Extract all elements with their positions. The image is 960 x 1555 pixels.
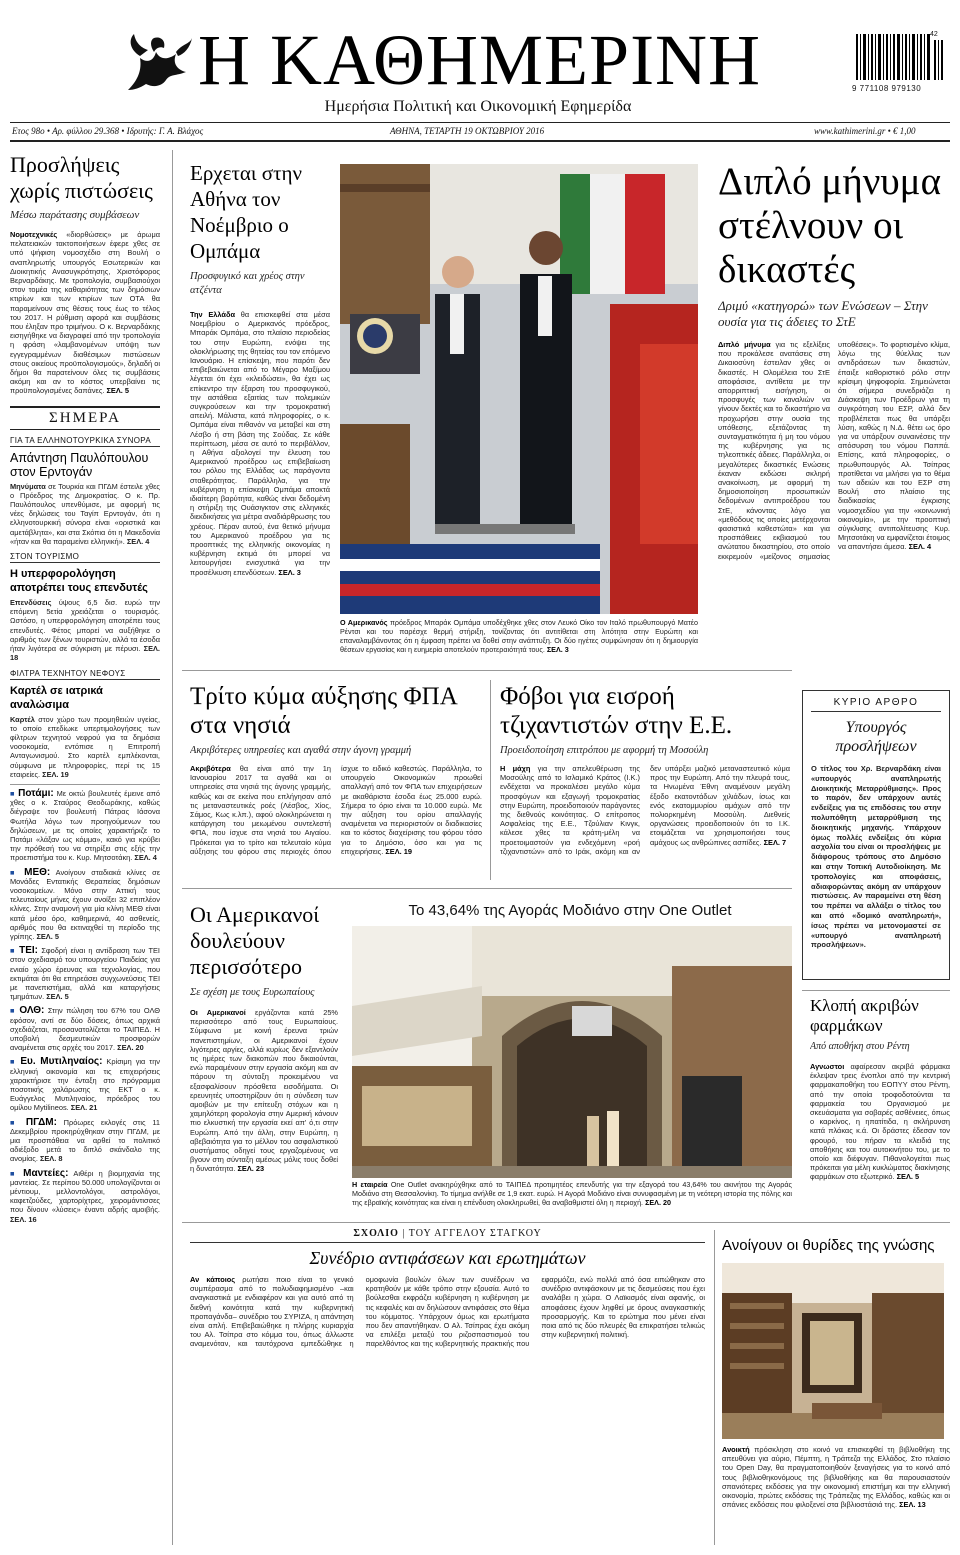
comment-story <box>190 1228 705 1548</box>
judges-headline[interactable]: Διπλό μήνυμα στέλνουν οι δικαστές <box>718 160 942 291</box>
editorial-body: Ο τίτλος του Χρ. Βερναρδάκη είναι «υπουργός αναπληρωτής Διοικητικής Μεταρρύθμισης». Προς το παρόν, δεν υπάρχουν αυτές ενδείξεις για τις επιδόσεις του στην πολυπόθητη μεταρρύθμιση της διοικητικής μηχανής. Υπάρχουν όμως πολλές ενδείξεις ότι κύρια ασχολία του είναι οι προσλήψεις με διάφορους τρόπους στο Δημόσιο και στην Τοπική Αυτοδιοίκηση. Με τροπολογίες και αποφάσεις, αδιαφορώντας ακόμη αν υπάρχουν πιστώσεις. Αν παραμείνει στη θέση του πρέπει να αλλάξει ο τίτλος του και από «δομικό αναπληρωτή», ίσως πρέπει να μετονομαστεί σε «υπουργό αναπληρωτή προσλήψεων». <box>811 764 941 950</box>
bullet-item: ■ Ποτάμι: Με οκτώ βουλευτές έμεινε από χθες ο κ. Σταύρος Θεοδωράκης, καθώς διέγραψε τον βουλευτή Πάτρας Ιάσονα Φωτήλα λόγω των προηγούμενων του δηλώσεων, με τις οποίες χαρακτήριζε το Ποτάμι «λάξαν ως κόμμα», κακό για κρύβει την πρόθεσή του να στηρίξει στις εξής την προεπιστήμα του κ. Κυρ. Μητσοτάκη. ΣΕΛ. 4 <box>10 787 160 863</box>
editorial-label: ΚΥΡΙΟ ΑΡΘΡΟ <box>811 697 941 712</box>
obama-body: Την Ελλάδα θα επισκεφθεί στα μέσα Νοεμβρίου ο Αμερικανός πρόεδρος, Μπαράκ Ομπάμα, στο πλαίσιο περιοδείας του στην Ευρώπη, ενόψει της ολοκλήρωσης της θητείας του τον επόμενο Ιανουάριο. Η επίσκεψη, που παρότι δεν επιβεβαιώνεται από το Μέγαρο Μαξίμου λέγεται ότι έχει «κλειδώσει», θα έχει ως επίκεντρο την έξαρση του προσφυγικού, την αστάθεια εξαιτίας των πολεμικών συγκρούσεων και την τρομοκρατική απειλή. Μάλιστα, κατά πληροφορίες, ο κ. Ομπάμα είναι πιθανόν να μεταβεί και στη Λέσβο ή στη βάση της Σούδας. Σε κάθε περίπτωση, μέσα σε αυτό το περιβάλλον, η Αθήνα αξιολογεί την έλευση του Αμερικανού προέδρου ως επιβεβαίωση του ρόλου της Ελλάδας ως παράγοντα σταθερότητας. Παράλληλα, για την κυβέρνηση η επίσκεψη Ομπάμα αποκτά ιδιαίτερη βαρύτητα, καθώς είναι δεδομένη η στήριξη της Ουάσιγκτον στις ελληνικές διεκδικήσεις για μέτρα αναδιάρθρωσης του χρέους. Πέραν αυτού, ένα θετικό μήνυμα του Αμερικανού προέδρου για τις προοπτικές της ελληνικής οικονομίας η κυβέρνηση εκτιμά ότι μπορεί να λειτουργήσει ενισχυτικά για την προσέλκυση επενδύσεων. ΣΕΛ. 3 <box>190 310 330 577</box>
bullet-item: ■ ΜΕΘ: Ανοίγουν σταδιακά κλίνες σε Μονάδες Εντατικής Θεραπείας δημόσιων νοσοκομείων. Μόνο στην Αττική τους τελευταίους μήνες έχουν ανοίξει 32 επιπλέον κλίνες. Στην αναμονή για μία κλίνη ΜΕΘ είναι κατά μέσο όρο, καθημερινά, 40 ασθενείς, αριθμός που θα εκτιναχθεί τη περίοδο της γρίπης. ΣΕΛ. 5 <box>10 866 160 941</box>
americans-headline[interactable]: Οι Αμερικανοί δουλεύουν περισσότερο <box>190 902 320 979</box>
barcode-icon <box>855 34 945 84</box>
today-section-0: ΓΙΑ ΤΑ ΕΛΛΗΝΟΤΟΥΡΚΙΚΑ ΣΥΝΟΡΑ Απάντηση Παυλόπουλου στον Ερντογάν Μηνύματα σε Τουρκία και ΠΓΔΜ έστειλε χθες ο Πρόεδρος της Δημοκρατίας. Ο κ. Πρ. Παυλόπουλος υπενθύμισε, με αφορμή τις νέες δηλώσεις του Ταγίπ Ερντογάν, ότι η ελληνοτουρκική σύνορα είναι «οριστικά και αμετάβλητα», και στα Σκόπια ότι η Μακεδονία «ήταν και θα παραμείνει ελληνική». ΣΕΛ. 4 <box>10 435 160 546</box>
modiano-market-photo <box>352 926 792 1178</box>
drugs-deck: Από αποθήκη στου Ρέντη <box>810 1041 910 1052</box>
obama-renzi-photo <box>340 164 698 614</box>
obama-photo-caption: Ο Αμερικανός πρόεδρος Μπαράκ Ομπάμα υποδέχθηκε χθες στον Λευκό Οίκο τον Ιταλό πρωθυπουργό Ματέο Ρέντσι και του παρέσχε θερμή στήριξη, τονίζοντας ότι αντιτίθεται στη λιτότητα στην Ευρώπη και επαναλαμβάνοντας ότι η έμφαση πρέπει να δοθεί στην ανάπτυξη. Οι δύο ηγέτες συμφώνησαν ότι η δημιουργία θέσεων εργασίας και η ευημερία αποτελούν προτεραιότητά τους. ΣΕΛ. 3 <box>340 618 698 654</box>
americans-story <box>190 902 338 1222</box>
issue-info: Ετος 98ο • Αρ. φύλλου 29.368 • Ιδρυτής: Γ. Α. Βλάχος <box>12 126 204 136</box>
jihadists-body: Η μάχη για την απελευθέρωση της Μοσούλης από το Ισλαμικό Κράτος (Ι.Κ.) ενδέχεται να προκαλέσει μεγάλο κύμα προσφύγων και εξαγωγή τρομοκρατίας στην Ευρώπη, προειδοποιούν παράγοντες της διεθνούς κοινότητας. Ο επίτροπος Ασφαλείας της Ε.Ε., Τζούλιαν Κινγκ, κάλεσε χθες τα κράτη-μέλη να προετοιμαστούν για ενδεχόμενη «ροή τζιχαντιστών» από το Ιράκ, ακόμη και αν δεν υπάρξει μαζικό μεταναστευτικό κύμα προς την Ευρώπη. Από την πλευρά τους, τα Ηνωμένα Έθνη αναμένουν μεγάλη έξοδο εκατοντάδων χιλιάδων, ίσως και ενός εκατομμυρίου αμάχων από την πολιορκημένη Μοσούλη. Διεθνείς οργανώσεις προειδοποιούν ότι το Ι.Κ. ετοιμάζεται να χρησιμοποιήσει τους αμάχους ως ανθρώπινες ασπίδες. ΣΕΛ. 7 <box>500 764 790 856</box>
obama-story <box>190 160 330 660</box>
today-bullets <box>10 784 160 1224</box>
bullet-item: ■ ΟΛΘ: Στην πώληση του 67% του ΟΛΘ εφόσον, αντί σε δύο δόσεις, όπως αρχικά σχεδιάζεται, προσανατολίζεται το ΤΑΙΠΕΔ. Η υποβολή δεσμευτικών προσφορών αναμένεται στις αρχές του 2017. ΣΕΛ. 20 <box>10 1005 160 1053</box>
today-headline-1[interactable]: Η υπερφορολόγηση αποτρέπει τους επενδυτές <box>10 568 148 595</box>
drugs-body: Αγνωστοι αφαίρεσαν ακριβά φάρμακα έκλεψαν τρεις ένοπλοι από την κεντρική φαρμακαποθήκη του ΕΟΠΥΥ στου Ρέντη, από την οποία τροφοδοτούνται τα φαρμακεία του Οργανισμού με σκευάσματα για σοβαρές ασθένειες, όπως ο καρκίνος, η ηπατίτιδα, η σκλήρυνση κατά πλάκας κ.ά. Οι δράστες έδεσαν τον φρουρό, του πήραν τα κλειδιά της αποθήκης και του αυτοκινήτου του, με το οποίο και διέφυγαν. Πιθανολογείται πως πρόκειται για μέλη κυκλώματος διακίνησης φαρμάκων στο εξωτερικό. ΣΕΛ. 5 <box>810 1062 950 1182</box>
modiano-market-image <box>352 926 792 1178</box>
judges-deck: Δριμύ «κατηγορώ» των Ενώσεων – Στην ουσία για τις άδειες το ΣτΕ <box>718 298 928 329</box>
today-headline-2[interactable]: Καρτέλ σε ιατρικά αναλώσιμα <box>10 684 103 711</box>
today-headline-0[interactable]: Απάντηση Παυλόπουλου στον Ερντογάν <box>10 450 149 479</box>
modiano-photo-caption: Η εταιρεία One Outlet ανακηρύχθηκε από το ΤΑΙΠΕΔ προτιμητέος επενδυτής για την εξαγορά του 43,64% του ακινήτου της Αγοράς Μοδιάνο στη Θεσσαλονίκη. Το τίμημα ανήλθε σε 1,9 εκατ. ευρώ. Η Αγορά Μοδιάνο είναι συνυφασμένη με τη νεότερη ιστορία της πόλης και της εβραϊκής κοινότητας και είναι η επένδυση ολοκληρωθεί, θα αναβαθμιστεί όλη η περιοχή. ΣΕΛ. 20 <box>352 1180 792 1207</box>
obama-renzi-image <box>340 164 698 614</box>
barcode-number: 9 771108 979130 <box>852 84 922 93</box>
americans-body: Οι Αμερικανοί εργάζονται κατά 25% περισσότερο από τους Ευρωπαίους. Σύμφωνα με κοινή έρευνα τριών πανεπιστημίων, οι Αμερικανοί έχουν λιγότερες αργίες, αλλά κυρίως δεν εξαντλούν τις ημέρες των διακοπών που δικαιούνται, ενώ παραμένουν στην εργασία ακόμη και αν πάρουν τη σύνταξη προκειμένου να εξασφαλίσουν πρόσθετα εισοδήματα. Οι ερευνητές υποστηρίζουν ότι η σύνδεση των αμοιβών με την επίτευξη στόχων και η χαμηλότερη φορολογία στην Αμερική κάνουν πιο ελκυστική την εργασία εκεί απ' ό,τι στην Ευρώπη. Από την άλλη, στην Ευρώπη, η αβεβαιότητα για το μέλλον του ασφαλιστικού συστήματος οδηγεί τους εργαζομένους να βγουν στη σύνταξη αμέσως μόλις τους δοθεί η δυνατότητα. ΣΕΛ. 23 <box>190 1008 338 1174</box>
vat-headline[interactable]: Τρίτο κύμα αύξησης ΦΠΑ στα νησιά <box>190 683 457 739</box>
comment-body: Αν κάποιος ρωτήσει ποιο είναι το γενικό συμπέρασμα από το πολυδιαφημισμένο –και αναγκαστικά με ενδιαφέρον και για αυτό από τη διεθνή κοινότητα κατά την κυβερνητική προπαγάνδα– συνέδριο του ΣΥΡΙΖΑ, η απάντηση είναι απλή. Επιβεβαιώθηκε η πλήρης κυριαρχία του Αλ. Τσίπρα στο κόμμα του, όπως άλλωστε αναμενόταν, και ταυτόχρονα εμπεδώθηκε η ομοφωνία βουλών όλων των συνέδρων να κρατηθούν με κάθε τρόπο στην εξουσία. Αυτό το βούλεσθαι εκφράζει κυβέρνηση η κυβέρνηση με τις κεφαλές και αν δηλώσουν αντιφάσεις στο θέμα του κόμματος. Υπάρχουν όμως και ερωτήματα που δεν απαντήθηκαν. Ο Αλ. Τσίπρας έχει ακόμη να επιλέξει μεταξύ του ριζοσπαστισμού του παρελθόντος και της κυβερνητικής πρακτικής που εφαρμόζει, ενώ πολλά από όσα ειπώθηκαν στο συνέδριο αντιφάσκουν με τις δεσμεύσεις που έχει αναλάβει η χώρα. Ο Λαϊκισμός είναι αφανής, οι αποφάσεις έχουν ληφθεί με όρους αναγκαστικής προσαρμογής. Και το ερώτημα που μένει είναι ποια από τις δύο πλευρές θα επικρατήσει τελικώς στην κυβερνητική πολιτική. <box>190 1275 705 1349</box>
barcode-issue: 42 <box>930 31 938 38</box>
today-section-1: ΣΤΟΝ ΤΟΥΡΙΣΜΟ Η υπερφορολόγηση αποτρέπει τους επενδυτές Επενδύσεις ύψους 6,5 δισ. ευρώ την επόμενη 5ετία χρειάζεται ο τουρισμός. Ωστόσο, η υπερφορολόγηση αποτρέπει τους επενδυτές. Φέτος μπορεί να αυξήθηκε ο αριθμός των ξένων τουριστών, αλλά τα έσοδα ήταν λιγότερα σε σύγκριση με πέρυσι. ΣΕΛ. 18 <box>10 552 160 663</box>
jihadists-story <box>500 682 790 878</box>
editorial-box <box>802 690 950 980</box>
griffin-logo-icon <box>120 30 192 96</box>
judges-body: Διπλό μήνυμα για τις εξελίξεις που προκάλεσε ανατάσεις στη Δικαιοσύνη έστειλαν χθες οι δικαστές. Η Ολομέλεια του ΣτΕ αποφάσισε, αντίθετα με την απορριπτική εισήγηση, οι προσφυγές των καναλιών να γίνουν δεκτές και το δικαστήριο να προχωρήσει στην ουσία της υπόθεσης, εξετάζοντας τη συνταγματικότητα ή μη του νόμου της κυβέρνησης για τις τηλεοπτικές άδειες. Παράλληλα, οι μεγαλύτερες δικαστικές Ενώσεις έκαναν εκδώσει σκληρή ανακοίνωση, με αφορμή τη δημοσιοποίηση προσωπικών δεδομένων αντιπροέδρου του ΣτΕ, κάνοντας λόγο για «μεθόδους τις οποίες μετέρχονται φασιστικά καθεστώτα» και για προσπάθειες εκβιασμού του ανώτατου δικαστηρίου, στο οποίο εκκρεμούν «μείζονος σημασίας υποθέσεις». Το φορτισμένο κλίμα, λόγω της θύελλας των αντιδράσεων των δικαστών, έπαιξε καθοριστικό ρόλο στην κρίσιμη ψηφοφορία. Σημειώνεται ότι σήμερα συνεδριάζει η Διάσκεψη των Προέδρων για τη συγκρότηση του ΕΣΡ, αλλά δεν προβλέπεται πως θα υπάρξει λύση, καθώς η Ν.Δ. θέτει ως όρο για να υπάρξουν συναινέσεις την απόσυρση του νόμου Παππά. Επίσης, κατά πληροφορίες, ο πρωθυπουργός Αλ. Τσίπρας προτίθεται να μιλήσει για το θέμα των αδειών και του ΕΣΡ στη Βουλή στο πλαίσιο της διαδικασίας έγκρισης νομοσχεδίου για την «κοινωνική οικονομία», με την προοπτική σύγκλισης αντιπολίτευσης Κυρ. Μητσοτάκη να εμφανίζεται έτοιμος να απαντήσει άμεσα. ΣΕΛ. 4 <box>718 340 950 561</box>
story-hiring-body: Νομοτεχνικές «διορθώσεις» με άρωμα πελατειακών τακτοποιήσεων έφερε χθες σε υπό ψήφιση νομοσχέδιο στη Βουλή ο αναπληρωτής υπουργός Εσωτερικών και Διοικητικής Ανασυγκρότησης, Χριστόφορος Βερναρδάκης. Με τροπολογία, συμβασιούχοι στον τομέα της καθαριότητας των δημόσιων κτιρίων και των κτιρίων των ΟΤΑ θα παραμείνουν στις θέσεις τους έως το τέλος του 2017. Η ρύθμιση αφορά και συμβάσεις που έληξαν προ τριμήνου. Ο κ. Βερναρδάκης εισηγήθηκε να διαγραφεί από την τροπολογία η φράση «λαμβανομένων υπόψη των εγγεγραμμένων διαθέσιμων πιστώσεων στους οικείους προϋπολογισμούς», δηλαδή οι δήμοι θα παρατείνουν όλες τις συμβάσεις ακόμη και αν το κόστος υπερβαίνει τις προϋπολογισμένες δαπάνες. ΣΕΛ. 5 <box>10 230 160 396</box>
left-column <box>10 152 160 1547</box>
jihadists-deck: Προειδοποίηση επιτρόπου με αφορμή τη Μοσούλη <box>500 745 709 756</box>
comment-headline[interactable]: Συνέδριο αντιφάσεων και ερωτημάτων <box>309 1248 586 1268</box>
bullet-item: ■ Ευ. Μυτιληναίος: Κρίσιμη για την ελληνική οικονομία και τις επιχειρήσεις χαρακτήρισε την ένταξη στο πρόγραμμα ποσοτικής χαλάρωσης της ΕΚΤ ο κ. Ευάγγελος Μυτιληναίος, πρόεδρος του ομίλου Mytilineos. ΣΕΛ. 21 <box>10 1056 160 1113</box>
obama-deck: Προσφυγικό και χρέος στην ατζέντα <box>190 271 305 296</box>
vat-deck: Ακριβότερες υπηρεσίες και αγαθά στην άγονη γραμμή <box>190 745 412 756</box>
drugs-headline[interactable]: Κλοπή ακριβών φαρμάκων <box>810 996 919 1035</box>
vat-story <box>190 682 482 878</box>
drugs-story <box>810 996 950 1218</box>
today-section-title: ΣΗΜΕΡΑ <box>10 406 160 430</box>
judges-story <box>718 160 950 660</box>
story-hiring-headline[interactable]: Προσλήψεις χωρίς πιστώσεις <box>10 152 153 203</box>
masthead <box>0 0 960 142</box>
today-section-2: ΦΙΛΤΡΑ ΤΕΧΝΗΤΟΥ ΝΕΦΟΥΣ Καρτέλ σε ιατρικά αναλώσιμα Καρτέλ στον χώρο των προμηθειών υγείας, το οποίο επεδίωκε υπερτιμολογήσεις των φίλτρων τεχνητού νεφρού για τα δημόσια νοσοκομεία, εντόπισε η Επιτροπή Ανταγωνισμού. Στο καρτέλ εμπλέκονται, σύμφωνα με πληροφορίες, περί τις 15 εταιρείες. ΣΕΛ. 19 <box>10 668 160 779</box>
editorial-headline[interactable]: Υπουργός προσλήψεων <box>835 719 917 755</box>
comment-byline: ΣΧΟΛΙΟ | ΤΟΥ ΑΓΓΕΛΟΥ ΣΤΑΓΚΟΥ <box>190 1228 705 1243</box>
story-hiring-deck: Μέσω παράτασης συμβάσεων <box>10 209 140 221</box>
obama-headline[interactable]: Ερχεται στην Αθήνα τον Νοέμβριο ο Ομπάμα <box>190 161 303 263</box>
comment-author: ΤΟΥ ΑΓΓΕΛΟΥ ΣΤΑΓΚΟΥ <box>408 1228 542 1239</box>
site-and-price: www.kathimerini.gr • € 1,00 <box>814 126 916 136</box>
americans-deck: Σε σχέση με τους Ευρωπαίους <box>190 987 315 998</box>
bullet-item: ■ ΤΕΙ: Σφοδρή είναι η αντίδραση των ΤΕΙ στον σχεδιασμό του υπουργείου Παιδείας για ενιαίο χώρο έρευνας και τεχνολογίας, που εκτιμάται ότι θα επηρεάσει συγχωνεύσεις ΤΕΙ με πανεπιστήμια, αλλά και καταργήσεις τμημάτων. ΣΕΛ. 5 <box>10 945 160 1002</box>
library-headline[interactable]: Ανοίγουν οι θυρίδες της γνώσης <box>722 1237 935 1254</box>
newspaper-title: Η ΚΑΘΗΜΕΡΙΝΗ <box>198 20 762 100</box>
dateline: ΑΘΗΝΑ, ΤΕΤΑΡΤΗ 19 ΟΚΤΩΒΡΙΟΥ 2016 <box>390 126 545 136</box>
jihadists-headline[interactable]: Φόβοι για εισροή τζιχαντιστών στην Ε.Ε. <box>500 683 733 739</box>
bullet-item: ■ ΠΓΔΜ: Πρόωρες εκλογές στις 11 Δεκεμβρίου προκηρύχθηκαν στην ΠΓΔΜ, με μια προσπάθεια να αρθεί το πολιτικό αδιέξοδο μετά το διπλό σκάνδαλο της ανομίας. ΣΕΛ. 8 <box>10 1116 160 1164</box>
vat-body: Ακριβότερα θα είναι από την 1η Ιανουαρίου 2017 τα αγαθά και οι υπηρεσίες στα νησιά της άγονης γραμμής, καθώς και σε εκείνα που επλήγησαν από τις μεταναστευτικές ροές (Λέσβος, Χίος, Σάμος, Κως κ.λπ.), αφού ολοκληρώνεται η κατάργηση του μειωμένου συντελεστή ΦΠΑ, που ίσχυε στα νησιά του Αιγαίου. Πρόκειται για το τρίτο και τελευταίο κύμα αύξησης του φόρου στις περιοχές όπου ίσχυε το ειδικό καθεστώς. Παράλληλα, το υπουργείο Οικονομικών προωθεί απαλλαγή από τον ΦΠΑ των επιχειρήσεων με ακαθάριστα έσοδα έως 25.000 ευρώ. Σήμερα το όριο είναι τα 10.000 ευρώ. Με την αύξηση του ορίου απαλλαγής αναμένεται να περιοριστούν οι διαδικασίες και το κόστος διαχείρισης του φόρου τόσο για το Δημόσιο, όσο και για τις επιχειρήσεις. ΣΕΛ. 19 <box>190 764 482 856</box>
modiano-headline[interactable]: Το 43,64% της Αγοράς Μοδιάνο στην One Outlet <box>408 902 732 919</box>
library-body: Ανοικτή πρόσκληση στο κοινό να επισκεφθεί τη βιβλιοθήκη της απευθύνει για αύριο, Πέμπτη, η Τράπεζα της Ελλάδος. Στο πλαίσιο του Open Day, θα πραγματοποιηθούν ξεναγήσεις για το κοινό από τους βιβλιοθηκονόμους της βιβλιοθήκης και θα παρουσιαστούν σπανιότερες εκδόσεις για την οικονομική επιστήμη και την ελληνική οικονομία, πρώτες εκδόσεις της Τράπεζας της Ελλάδος, καθώς και οι σπάνιες εκδόσεις που φιλοξενεί στα βιβλιοστάσιά της. ΣΕΛ. 13 <box>722 1445 950 1510</box>
comment-label: ΣΧΟΛΙΟ <box>353 1228 399 1239</box>
library-photo <box>722 1263 944 1439</box>
newspaper-subtitle: Ημερήσια Πολιτική και Οικονομική Εφημερίδα <box>324 98 632 115</box>
bullet-item: ■ Μαντείες: Αιθέρι η βιομηχανία της μαντείας. Σε περίπου 50.000 υπολογίζονται οι μέντιουμ, μελλοντολόγοι, αστρολόγοι, καφετζούδες, χαρτορίχτρες, χειρομάντισσες που δίνουν «λύσεις» έναντι αδρής αμοιβής. ΣΕΛ. 16 <box>10 1167 160 1224</box>
library-story <box>722 1236 950 1548</box>
